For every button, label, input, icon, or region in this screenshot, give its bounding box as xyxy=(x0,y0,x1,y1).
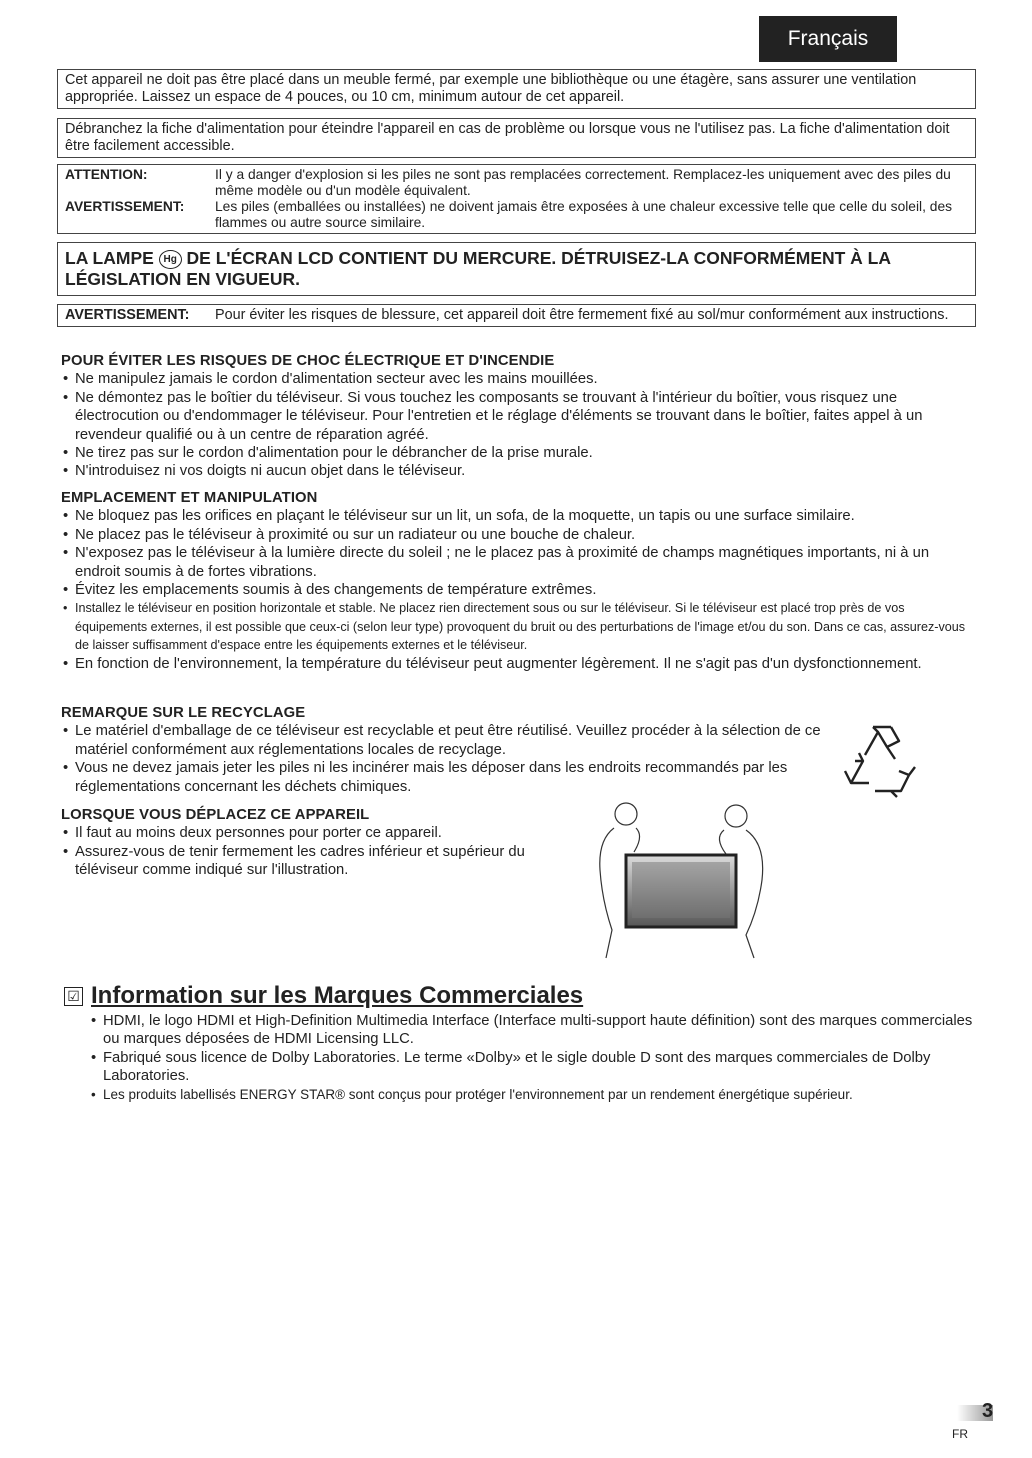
placement-section xyxy=(61,489,971,673)
attention-label: ATTENTION: xyxy=(65,167,148,182)
list-item: • Installez le téléviseur en position horizontale et stable. Ne placez rien directement sous ou sur le téléviseur. Si le téléviseur est placé trop près de vos équipements externes, il est possible que ceux-ci (selon leur type) provoquent du bruit ou des perturbations de l'image et/ou du son. Dans ce cas, assurez-vous de laisser suffisamment d'espace entre les équipements externes et le téléviseur. xyxy=(61,599,971,654)
page-language-code: FR xyxy=(952,1427,968,1441)
language-tab: Français xyxy=(759,16,897,62)
trademark-list xyxy=(89,1012,979,1104)
list-item: • En fonction de l'environnement, la température du téléviseur peut augmenter légèrement. Il ne s'agit pas d'un dysfonctionnement. xyxy=(61,655,971,673)
trademark-title-text: Information sur les Marques Commerciales xyxy=(91,982,584,1009)
fixing-warning-text: Pour éviter les risques de blessure, cet appareil doit être fermement fixé au sol/mur conformément aux instructions. xyxy=(215,307,949,323)
warning-label: AVERTISSEMENT: xyxy=(65,199,185,214)
list-item: • Ne bloquez pas les orifices en plaçant le téléviseur sur un lit, un sofa, de la moquette, un tapis ou une surface similaire. xyxy=(61,507,971,525)
moving-section xyxy=(61,806,581,880)
list-item: • Évitez les emplacements soumis à des changements de température extrêmes. xyxy=(61,581,971,599)
list-item: • Ne placez pas le téléviseur à proximité ou sur un radiateur ou une bouche de chaleur. xyxy=(61,526,971,544)
list-item: • Il faut au moins deux personnes pour porter ce appareil. xyxy=(61,824,581,842)
fixing-warning-box xyxy=(57,304,976,327)
list-item: • Le matériel d'emballage de ce téléviseur est recyclable et peut être réutilisé. Veuillez procéder à la sélection de ce matériel conformément aux réglementations locales de recyclage. xyxy=(61,722,831,759)
ventilation-notice: Cet appareil ne doit pas être placé dans un meuble fermé, par exemple une bibliothèque ou une étagère, sans assurer une ventilation appropriée. Laissez un espace de 4 pouces, ou 10 cm, minimum autour de cet appareil. xyxy=(57,69,976,109)
section-heading: POUR ÉVITER LES RISQUES DE CHOC ÉLECTRIQUE ET D'INCENDIE xyxy=(61,353,555,369)
fixing-warning-row xyxy=(65,307,968,324)
battery-warning-box xyxy=(57,164,976,234)
page-number: 3 xyxy=(982,1400,994,1422)
attention-row xyxy=(65,167,968,199)
warning-row xyxy=(65,199,968,231)
list-item: • Assurez-vous de tenir fermement les cadres inférieur et supérieur du téléviseur comme indiqué sur l'illustration. xyxy=(61,843,581,880)
section-heading: EMPLACEMENT ET MANIPULATION xyxy=(61,490,318,506)
list-item: • Ne manipulez jamais le cordon d'alimentation secteur avec les mains mouillées. xyxy=(61,370,971,388)
attention-text: Il y a danger d'explosion si les piles ne sont pas remplacées correctement. Remplacez-les uniquement avec des piles du même modèle ou d'un modèle équivalent. xyxy=(215,167,951,198)
list-item: • N'exposez pas le téléviseur à la lumière directe du soleil ; ne le placez pas à proximité de champs magnétiques importants, ni à un endroit soumis à de fortes vibrations. xyxy=(61,544,971,581)
checkbox-icon: ☑ xyxy=(64,987,83,1006)
list-item: • HDMI, le logo HDMI et High-Definition Multimedia Interface (Interface multi-support haute définition) sont des marques commerciales ou marques déposées de HDMI Licensing LLC. xyxy=(89,1012,979,1049)
fixing-warning-label: AVERTISSEMENT: xyxy=(65,307,190,323)
power-plug-notice: Débranchez la fiche d'alimentation pour éteindre l'appareil en cas de problème ou lorsque vous ne l'utilisez pas. La fiche d'alimentation doit être facilement accessible. xyxy=(57,118,976,158)
mercury-warning-text: DE L'ÉCRAN LCD CONTIENT DU MERCURE. DÉTRUISEZ-LA CONFORMÉMENT À LA LÉGISLATION EN VIGUEUR. xyxy=(65,248,891,289)
recycling-section xyxy=(61,704,831,796)
mercury-hg-icon: Hg xyxy=(159,250,182,269)
electric-shock-section xyxy=(61,352,971,481)
list-item: • Ne démontez pas le boîtier du téléviseur. Si vous touchez les composants se trouvant à l'intérieur du boîtier, vous risquez une électrocution ou d'endommager le téléviseur. Pour l'entretien et le réglage d'éléments se trouvant dans le boîtier, faites appel à un revendeur qualifié ou à un centre de réparation agréé. xyxy=(61,389,971,444)
section-heading: LORSQUE VOUS DÉPLACEZ CE APPAREIL xyxy=(61,807,370,823)
list-item: • N'introduisez ni vos doigts ni aucun objet dans le téléviseur. xyxy=(61,462,971,480)
list-item: • Ne tirez pas sur le cordon d'alimentation pour le débrancher de la prise murale. xyxy=(61,444,971,462)
list-item: • Les produits labellisés ENERGY STAR® sont conçus pour protéger l'environnement par un rendement énergétique supérieur. xyxy=(89,1086,979,1104)
list-item: • Vous ne devez jamais jeter les piles ni les incinérer mais les déposer dans les endroits recommandés par les réglementations concernant les déchets chimiques. xyxy=(61,759,831,796)
list-item: • Fabriqué sous licence de Dolby Laboratories. Le terme «Dolby» et le sigle double D sont des marques commerciales de Dolby Laboratories. xyxy=(89,1049,979,1086)
recycle-icon xyxy=(835,717,925,803)
two-people-carrying-tv-illustration xyxy=(586,800,776,960)
mercury-warning-prefix: LA LAMPE xyxy=(65,248,154,268)
mercury-warning xyxy=(57,242,976,296)
trademark-title xyxy=(64,982,583,1010)
warning-text: Les piles (emballées ou installées) ne doivent jamais être exposées à une chaleur excessive telle que celle du soleil, des flammes ou autre source similaire. xyxy=(215,199,953,230)
section-heading: REMARQUE SUR LE RECYCLAGE xyxy=(61,705,306,721)
